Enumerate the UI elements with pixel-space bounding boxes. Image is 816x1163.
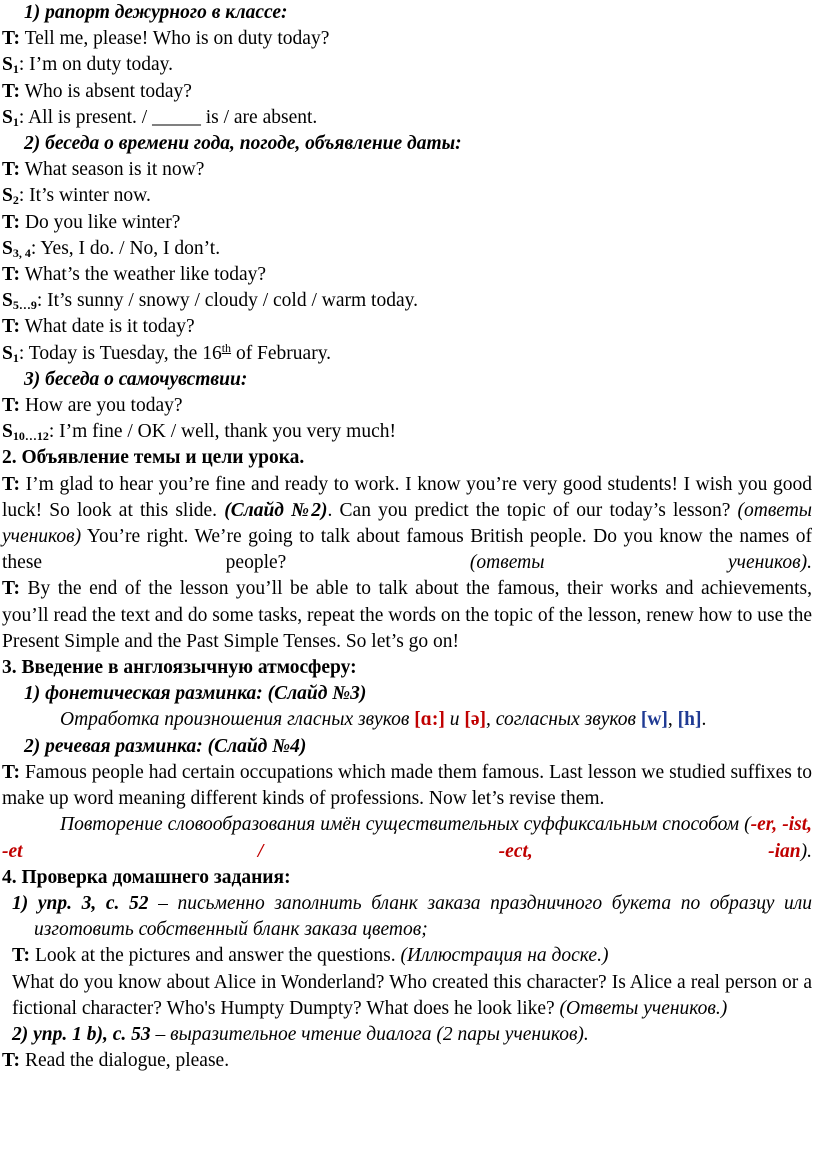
dialogue-line: [2, 262, 812, 288]
dialogue-line: [2, 157, 812, 183]
speaker-label: T:: [12, 945, 31, 967]
dialogue-line: [2, 210, 812, 236]
phonetic-warmup-heading: 1) фонетическая разминка: (Слайд №3): [24, 683, 367, 705]
speaker-label: T:: [2, 761, 21, 783]
line-text: Tell me, please! Who is on duty today?: [20, 28, 330, 50]
teacher-questions-paragraph: What do you know about Alice in Wonderland? Who created this character? Is Alice a real person or a fictional character? Who's Humpty Dumpty? What does he look like? (Ответы учеников.): [12, 971, 812, 1019]
homework-task-2: 2) упр. 1 b), с. 53 – выразительное чтение диалога (2 пары учеников).: [12, 1023, 589, 1045]
homework-task-1: 1) упр. 3, с. 52 – письменно заполнить бланк заказа праздничного букета по образцу или изготовить собственный бланк заказа цветов;: [12, 892, 813, 941]
dialogue-line: [2, 52, 812, 78]
task-number: 2) упр. 1 b), с. 53: [12, 1023, 151, 1045]
speaker-label: T:: [2, 316, 21, 338]
speech-warmup-heading: 2) речевая разминка: (Слайд №4): [24, 735, 307, 757]
speaker-label: $S_2$: [2, 185, 19, 208]
ordinal-suffix: th: [221, 340, 232, 355]
teacher-question: T: Look at the pictures and answer the questions. (Иллюстрация на доске.): [12, 945, 609, 967]
teacher-paragraph: T: By the end of the lesson you’ll be able to talk about the famous, their works and achievements, you’ll read the text and do some tasks, repeat the words on the topic of the lesson, renew how to use the Present Simple and the Past Simple Tenses. So let’s go on!: [2, 578, 812, 652]
dialogue-line: [2, 288, 812, 314]
sound-symbol: [ə]: [464, 709, 487, 731]
illustration-note: (Иллюстрация на доске.): [400, 945, 609, 967]
speaker-label: T:: [2, 264, 21, 286]
speaker-label: $S_1$: [2, 54, 19, 77]
dialogue-line: [2, 105, 812, 131]
heading-weather-talk: 2) беседа о времени года, погоде, объявление даты:: [24, 133, 462, 155]
word-formation-revision: Повторение словообразования имён существительных суффиксальным способом (-er, -ist, -et / -ect, -ian).: [2, 814, 812, 862]
speaker-label: T:: [2, 395, 21, 417]
dialogue-line: [2, 79, 812, 105]
speaker-label: $S_{5\dots 9}$: [2, 290, 37, 313]
section-2-title: 2. Объявление темы и цели урока.: [2, 447, 305, 469]
line-text: : It’s winter now.: [18, 185, 151, 207]
student-answers-note: (Ответы учеников.): [559, 997, 728, 1019]
speaker-label: T:: [2, 578, 21, 600]
line-text: of February.: [231, 342, 332, 364]
speaker-label: T:: [2, 211, 21, 233]
teacher-paragraph: T: Famous people had certain occupations which made them famous. Last lesson we studied suffixes to make up word meaning different kinds of professions. Now let’s revise them.: [2, 761, 812, 810]
speaker-label: $S_{3, 4}$: [2, 237, 31, 260]
dialogue-line: [2, 236, 812, 262]
slide-reference: (Слайд №2): [224, 499, 328, 521]
speaker-label: T:: [2, 473, 21, 495]
speaker-label: T:: [2, 80, 21, 102]
line-text: : It’s sunny / snowy / cloudy / cold / warm today.: [36, 290, 418, 312]
line-text: What date is it today?: [20, 316, 195, 338]
line-text: How are you today?: [20, 395, 183, 417]
speaker-label: T:: [2, 1050, 21, 1072]
task-number: 1) упр. 3, с. 52: [12, 892, 149, 914]
phonetic-warmup-text: Отработка произношения гласных звуков [ɑ:] и [ə], согласных звуков [w], [h].: [60, 709, 707, 731]
line-text: Do you like winter?: [20, 211, 181, 233]
speaker-label: $S_1$: [2, 106, 19, 129]
dialogue-line: [2, 419, 812, 445]
line-text: : Today is Tuesday, the 16: [18, 342, 222, 364]
line-text: : I’m on duty today.: [18, 54, 174, 76]
section-3-title: 3. Введение в англоязычную атмосферу:: [2, 657, 357, 679]
line-text: What season is it now?: [20, 159, 205, 181]
sound-symbol: [ɑ:]: [414, 709, 445, 731]
dialogue-line: [2, 393, 812, 419]
line-text: Who is absent today?: [20, 80, 192, 102]
dialogue-line: [2, 26, 812, 52]
sound-symbol: [h]: [677, 709, 702, 731]
suffix-list: -er, -ist, -et / -ect, -ian: [2, 814, 812, 862]
line-text: What’s the weather like today?: [20, 264, 267, 286]
sound-symbol: [w]: [640, 709, 668, 731]
student-answers-note: (ответы учеников).: [469, 552, 813, 574]
heading-wellbeing-talk: 3) беседа о самочувствии:: [24, 368, 248, 390]
speaker-label: $S_{10\dots 12}$: [2, 421, 49, 444]
line-text: : I’m fine / OK / well, thank you very much!: [48, 421, 396, 443]
speaker-label: T:: [2, 159, 21, 181]
line-text: : All is present. / _____ is / are absent.: [18, 106, 318, 128]
dialogue-line: [2, 183, 812, 209]
speaker-label: T:: [2, 28, 21, 50]
speaker-label: $S_1$: [2, 342, 19, 365]
line-text: : Yes, I do. / No, I don’t.: [30, 237, 221, 259]
line-text: Read the dialogue, please.: [20, 1050, 230, 1072]
student-answers-note: (ответы учеников): [2, 499, 812, 548]
dialogue-line: [2, 1048, 812, 1074]
heading-duty-report: 1) рапорт дежурного в классе:: [24, 2, 288, 23]
dialogue-line: [2, 314, 812, 340]
teacher-paragraph: T: I’m glad to hear you’re fine and ready to work. I know you’re very good students! I wish you good luck! So look at this slide. (Слайд №2). Can you predict the topic of our today’s lesson? (ответы учеников) You’re right. We’re going to talk about famous British people. Do you know the names of these people? (ответы учеников).: [2, 473, 813, 574]
dialogue-line: [2, 341, 812, 367]
section-4-title: 4. Проверка домашнего задания:: [2, 866, 291, 888]
